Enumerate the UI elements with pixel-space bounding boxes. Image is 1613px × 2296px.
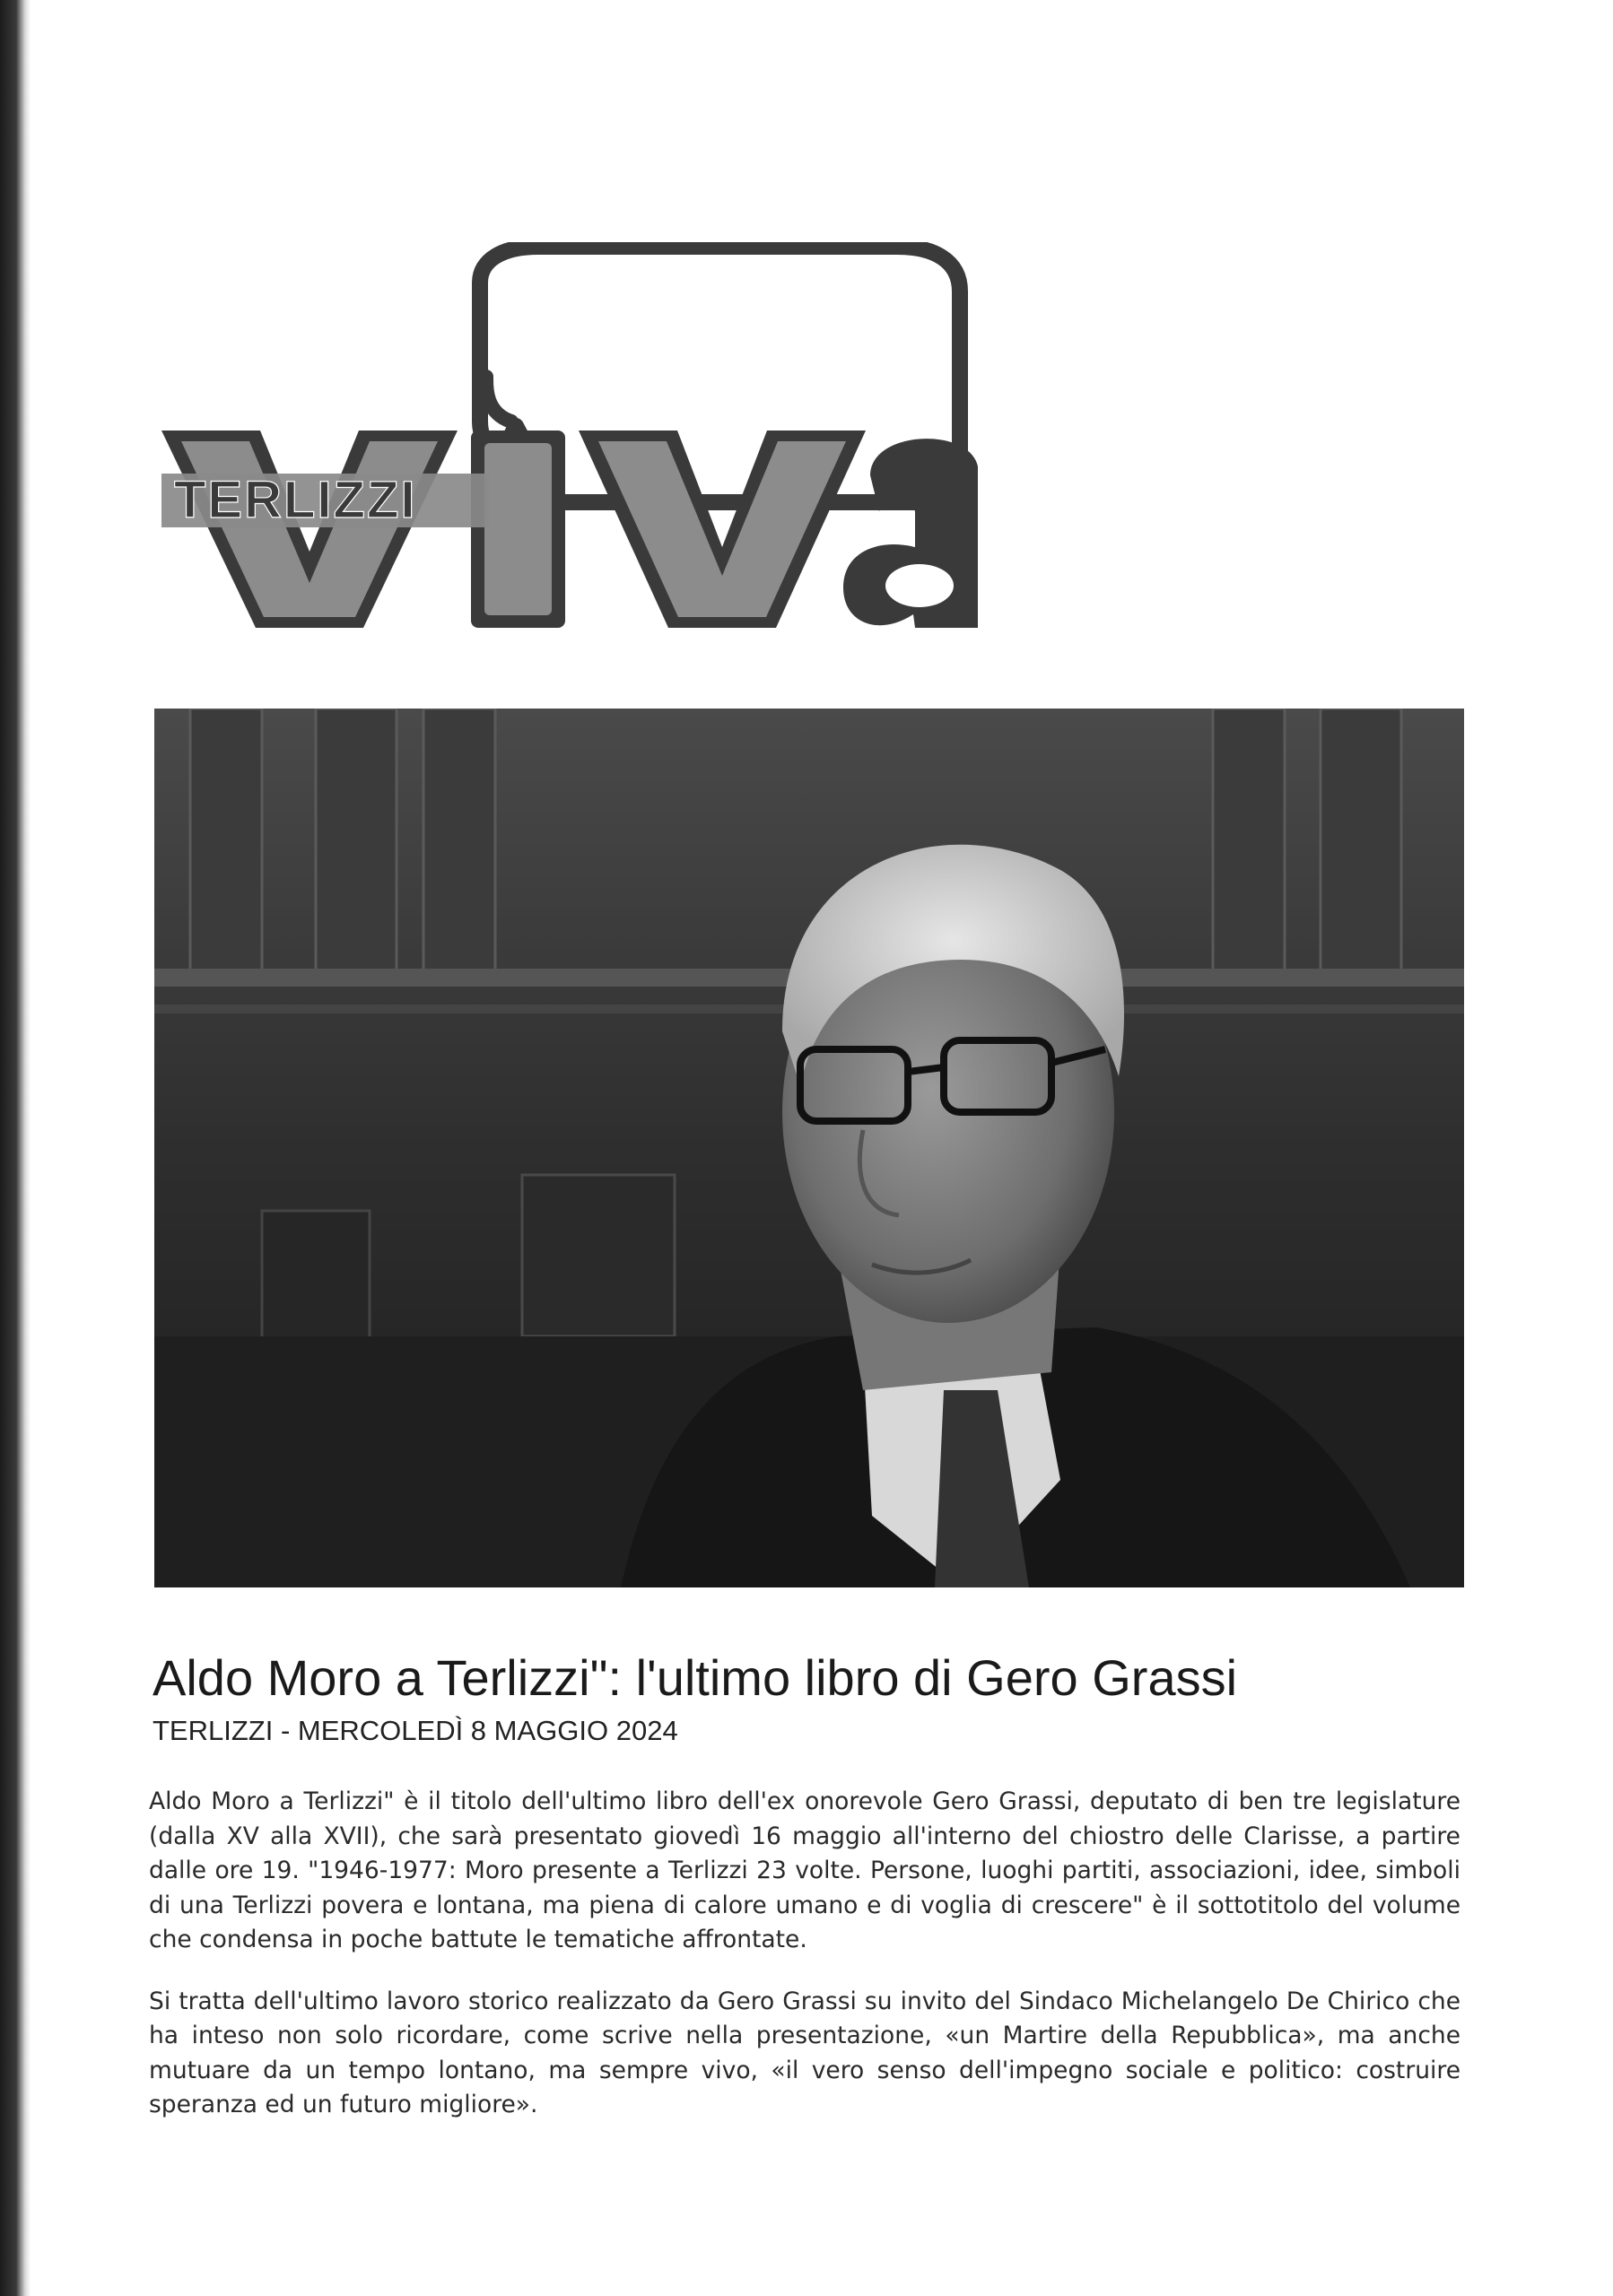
article-photo — [154, 709, 1464, 1587]
scan-shadow-edge — [0, 0, 31, 2296]
article-body — [149, 1785, 1460, 2150]
article-paragraph: Si tratta dell'ultimo lavoro storico realizzato da Gero Grassi su invito del Sindaco Michelangelo De Chirico che ha inteso non solo ricordare, come scrive nella presentazione, «un Martire della Repubblica», ma anche mutuare da un tempo lontano, ma sempre vivo, «il vero senso dell'impegno sociale e politico: costruire speranza ed un futuro migliore». — [149, 1987, 1460, 2118]
article-title: Aldo Moro a Terlizzi": l'ultimo libro di Gero Grassi — [153, 1649, 1238, 1706]
article-dateline: TERLIZZI - MERCOLEDÌ 8 MAGGIO 2024 — [153, 1715, 678, 1746]
article-paragraph: Aldo Moro a Terlizzi" è il titolo dell'ultimo libro dell'ex onorevole Gero Grassi, deputato di ben tre legislature (dalla XV alla XVII), che sarà presentato giovedì 16 maggio all'interno del chiostro delle Clarisse, a partire dalle ore 19. "1946-1977: Moro presente a Terlizzi 23 volte. Persone, luoghi partiti, associazioni, idee, simboli di una Terlizzi povera e lontana, ma piena di calore umano e di voglia di crescere" è il sottotitolo del volume che condensa in poche battute le tematiche affrontate. — [149, 1787, 1460, 1953]
viva-terlizzi-logo — [161, 242, 987, 655]
logo-tag-text: TERLIZZI — [174, 471, 417, 529]
